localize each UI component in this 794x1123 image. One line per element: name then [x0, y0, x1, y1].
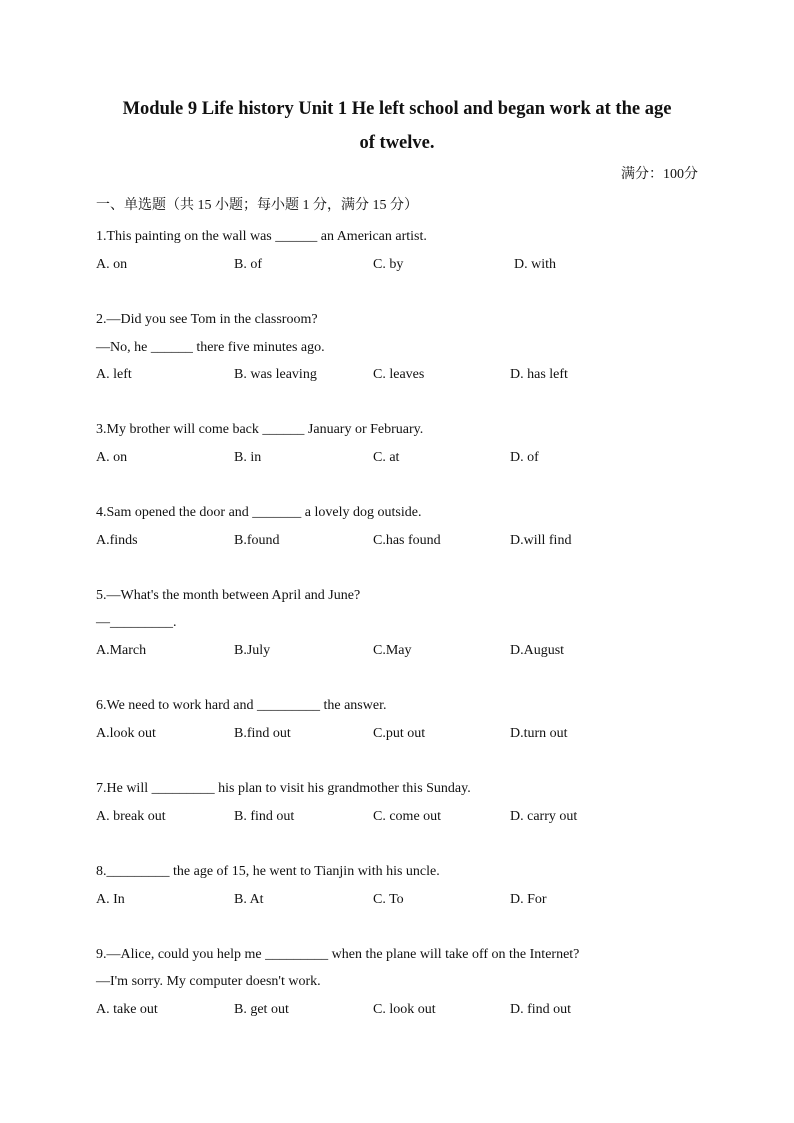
question-8-options: [0, 891, 794, 909]
question-3-stem: 3.My brother will come back ______ January or February.: [96, 422, 424, 437]
option-b: B.found: [234, 533, 280, 548]
question-5-stem-line-2: —_________.: [96, 615, 177, 630]
option-d: D. has left: [510, 367, 568, 382]
option-a: A. on: [96, 257, 128, 272]
option-b: B. was leaving: [234, 367, 317, 382]
option-c: C.has found: [373, 533, 441, 548]
question-3-options: [0, 449, 794, 467]
option-c: C. by: [373, 257, 404, 272]
question-7-options: [0, 808, 794, 826]
option-c: C.May: [373, 643, 412, 658]
question-4-stem: 4.Sam opened the door and _______ a lovely dog outside.: [96, 505, 422, 520]
question-9-stem-line-2: —I'm sorry. My computer doesn't work.: [96, 974, 321, 989]
section-heading: 一、单选题（共 15 小题；每小题 1 分，满分 15 分）: [96, 198, 418, 213]
option-c: C. look out: [373, 1002, 436, 1017]
option-a: A. In: [96, 892, 125, 907]
question-7-stem: 7.He will _________ his plan to visit his grandmother this Sunday.: [96, 781, 471, 796]
question-2-stem: 2.—Did you see Tom in the classroom?: [96, 312, 318, 327]
option-a: A.finds: [96, 533, 138, 548]
option-a: A. left: [96, 367, 132, 382]
option-d: D. find out: [510, 1002, 572, 1017]
option-d: D.turn out: [510, 726, 568, 741]
option-c: C. come out: [373, 809, 442, 824]
option-d: D.will find: [510, 533, 572, 548]
option-b: B. of: [234, 257, 262, 272]
question-6-options: [0, 725, 794, 743]
question-5-options: [0, 642, 794, 660]
option-b: B.July: [234, 643, 271, 658]
option-c: C. leaves: [373, 367, 425, 382]
option-b: B. At: [234, 892, 264, 907]
option-a: A. break out: [96, 809, 166, 824]
question-1-options: [0, 256, 794, 274]
question-4-options: [0, 532, 794, 550]
question-1-stem: 1.This painting on the wall was ______ an American artist.: [96, 229, 427, 244]
option-d: D. with: [514, 257, 556, 272]
option-d: D. carry out: [510, 809, 578, 824]
option-d: D. of: [510, 450, 539, 465]
option-d: D. For: [510, 892, 547, 907]
option-a: A.March: [96, 643, 147, 658]
question-9-options: [0, 1001, 794, 1019]
option-b: B. in: [234, 450, 262, 465]
question-2-stem-line-2: —No, he ______ there five minutes ago.: [96, 340, 325, 355]
option-c: C.put out: [373, 726, 426, 741]
option-c: C. at: [373, 450, 400, 465]
option-a: A. take out: [96, 1002, 158, 1017]
option-b: B.find out: [234, 726, 291, 741]
question-9-stem: 9.—Alice, could you help me _________ when the plane will take off on the Internet?: [96, 947, 580, 962]
option-b: B. find out: [234, 809, 295, 824]
option-c: C. To: [373, 892, 404, 907]
question-2-options: [0, 366, 794, 384]
total-score: 满分：100分: [621, 167, 698, 182]
question-5-stem: 5.—What's the month between April and June?: [96, 588, 361, 603]
option-b: B. get out: [234, 1002, 289, 1017]
option-a: A. on: [96, 450, 128, 465]
question-8-stem: 8._________ the age of 15, he went to Tianjin with his uncle.: [96, 864, 440, 879]
question-6-stem: 6.We need to work hard and _________ the answer.: [96, 698, 387, 713]
option-a: A.look out: [96, 726, 156, 741]
page-title-line-1: Module 9 Life history Unit 1 He left school and began work at the age: [122, 99, 672, 119]
option-d: D.August: [510, 643, 565, 658]
page-title-line-2: of twelve.: [359, 133, 435, 153]
